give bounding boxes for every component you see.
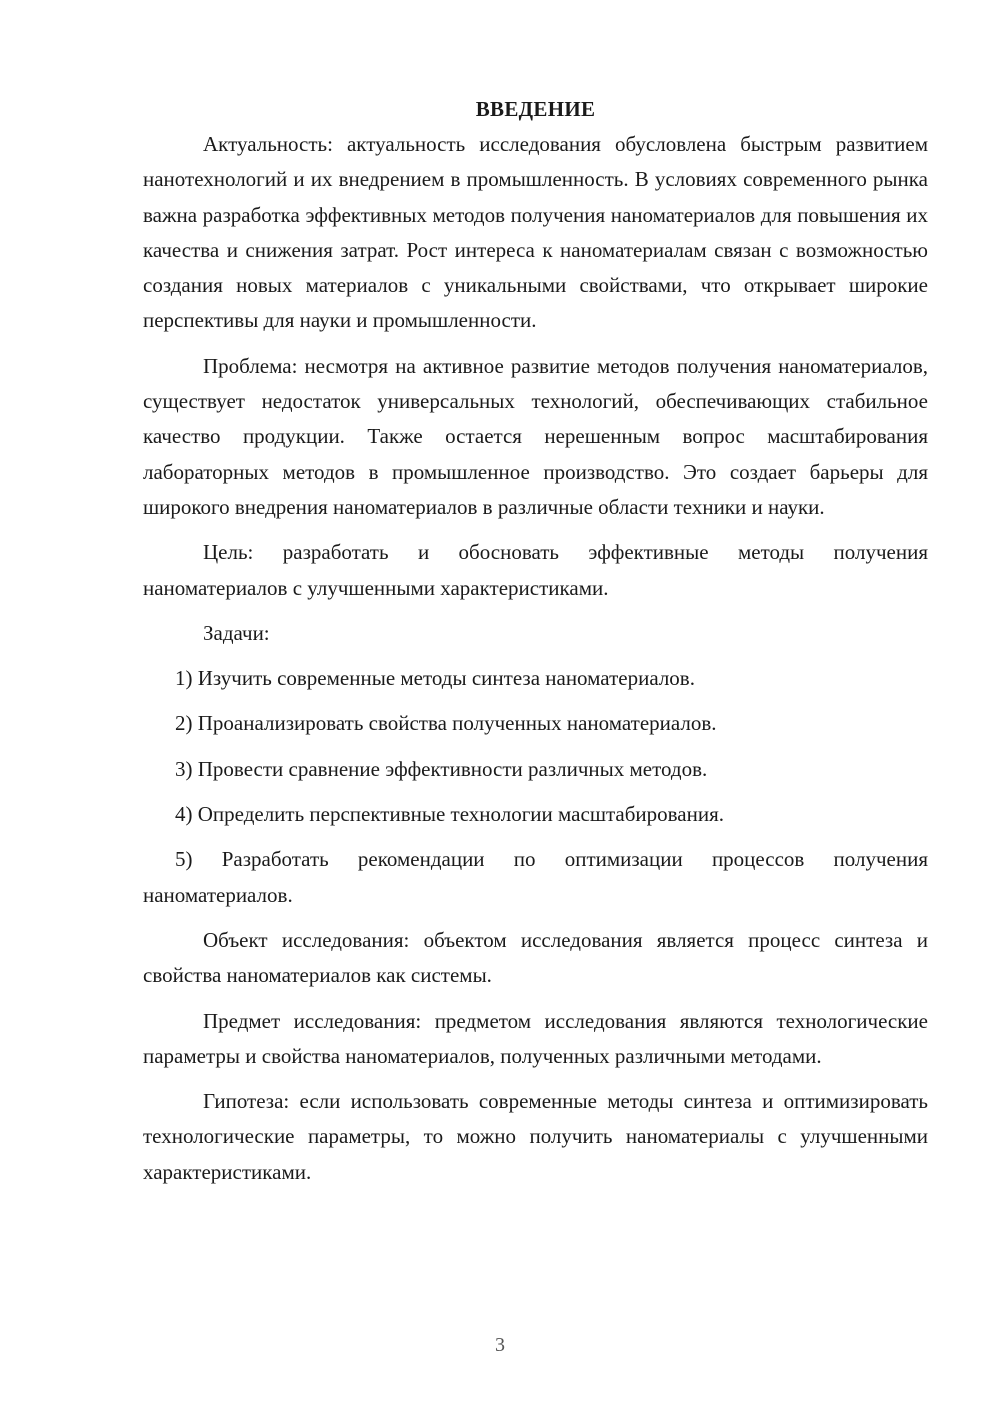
paragraph-relevance: Актуальность: актуальность исследования обусловлена быстрым развитием нанотехнологий и их внедрением в промышленность. В условиях современного рынка важна разработка эффективных методов получения наноматериалов для повышения их качества и снижения затрат. Рост интереса к наноматериалам связан с возможностью создания новых материалов с уникальными свойствами, что открывает широкие перспективы для науки и промышленности. <box>143 132 928 333</box>
document-page <box>143 92 928 1332</box>
paragraph-subject: Предмет исследования: предметом исследования являются технологические параметры и свойства наноматериалов, полученных различными методами. <box>143 1008 928 1068</box>
page-number: 3 <box>495 1334 505 1356</box>
paragraph-hypothesis: Гипотеза: если использовать современные методы синтеза и оптимизировать технологические параметры, то можно получить наноматериалы с улучшенными характеристиками. <box>143 1089 928 1184</box>
paragraph-object: Объект исследования: объектом исследования является процесс синтеза и свойства наноматериалов как системы. <box>143 927 928 988</box>
task-item-5: 5) Разработать рекомендации по оптимизации процессов получения наноматериалов. <box>143 847 928 907</box>
paragraph-goal: Цель: разработать и обосновать эффективные методы получения наноматериалов с улучшенными характеристиками. <box>143 540 928 600</box>
task-item-3: 3) Провести сравнение эффективности различных методов. <box>175 756 708 781</box>
section-title: ВВЕДЕНИЕ <box>475 97 596 121</box>
task-item-1: 1) Изучить современные методы синтеза наноматериалов. <box>175 666 695 691</box>
tasks-label: Задачи: <box>203 620 270 645</box>
task-item-2: 2) Проанализировать свойства полученных наноматериалов. <box>175 711 717 736</box>
paragraph-problem: Проблема: несмотря на активное развитие методов получения наноматериалов, существует недостаток универсальных технологий, обеспечивающих стабильное качество продукции. Также остается нерешенным вопрос масштабирования лабораторных методов в промышленное производство. Это создает барьеры для широкого внедрения наноматериалов в различные области техники и науки. <box>143 353 928 519</box>
task-item-4: 4) Определить перспективные технологии масштабирования. <box>175 802 725 827</box>
